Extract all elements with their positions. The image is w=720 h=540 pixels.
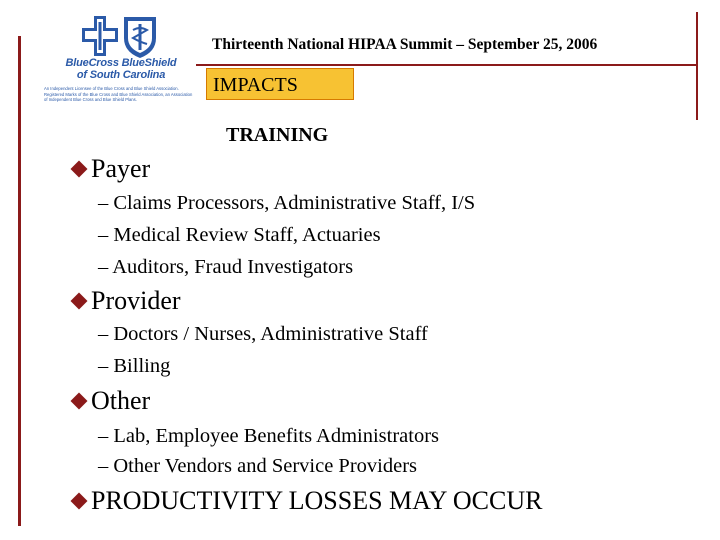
logo-name-line1: BlueCross BlueShield [65,57,177,69]
bullet-productivity [70,486,542,516]
bcbs-logo [36,14,206,104]
sub-item: – Auditors, Fraud Investigators [98,256,354,278]
sub-item: – Doctors / Nurses, Administrative Staff [98,323,428,345]
top-rule-decoration [196,64,696,66]
sub-item: – Lab, Employee Benefits Administrators [98,425,440,447]
section-title: TRAINING [226,124,329,146]
impacts-label: IMPACTS [213,74,298,96]
cross-shield-icon [80,14,160,60]
bullet-productivity-label: PRODUCTIVITY LOSSES MAY OCCUR [91,486,543,515]
logo-name-line2: of South Carolina [76,69,166,81]
right-rule-decoration [696,12,698,120]
bullet-other-label: Other [91,386,151,415]
bullet-payer-label: Payer [91,154,151,183]
bullet-payer [70,154,150,184]
sub-item: – Medical Review Staff, Actuaries [98,224,381,246]
bullet-provider-label: Provider [91,286,181,315]
logo-fine-print: An Independent Licensee of the Blue Cross and Blue Shield Association. Registered Marks of the Blue Cross and Blue Shield Association, an Association of Independent Blue Cross and Blue Shield Plans. [44,86,193,102]
logo-name [36,57,206,81]
sub-item: – Claims Processors, Administrative Staff, I/S [98,192,476,214]
impacts-box [206,68,354,100]
diamond-bullet-icon [71,293,88,310]
bullet-other [70,386,150,416]
sub-item: – Billing [98,355,171,377]
diamond-bullet-icon [71,493,88,510]
diamond-bullet-icon [71,161,88,178]
diamond-bullet-icon [71,393,88,410]
left-rule-decoration [18,36,21,526]
summit-header: Thirteenth National HIPAA Summit – September 25, 2006 [212,36,598,53]
bullet-provider [70,286,181,316]
sub-item: – Other Vendors and Service Providers [98,455,418,477]
